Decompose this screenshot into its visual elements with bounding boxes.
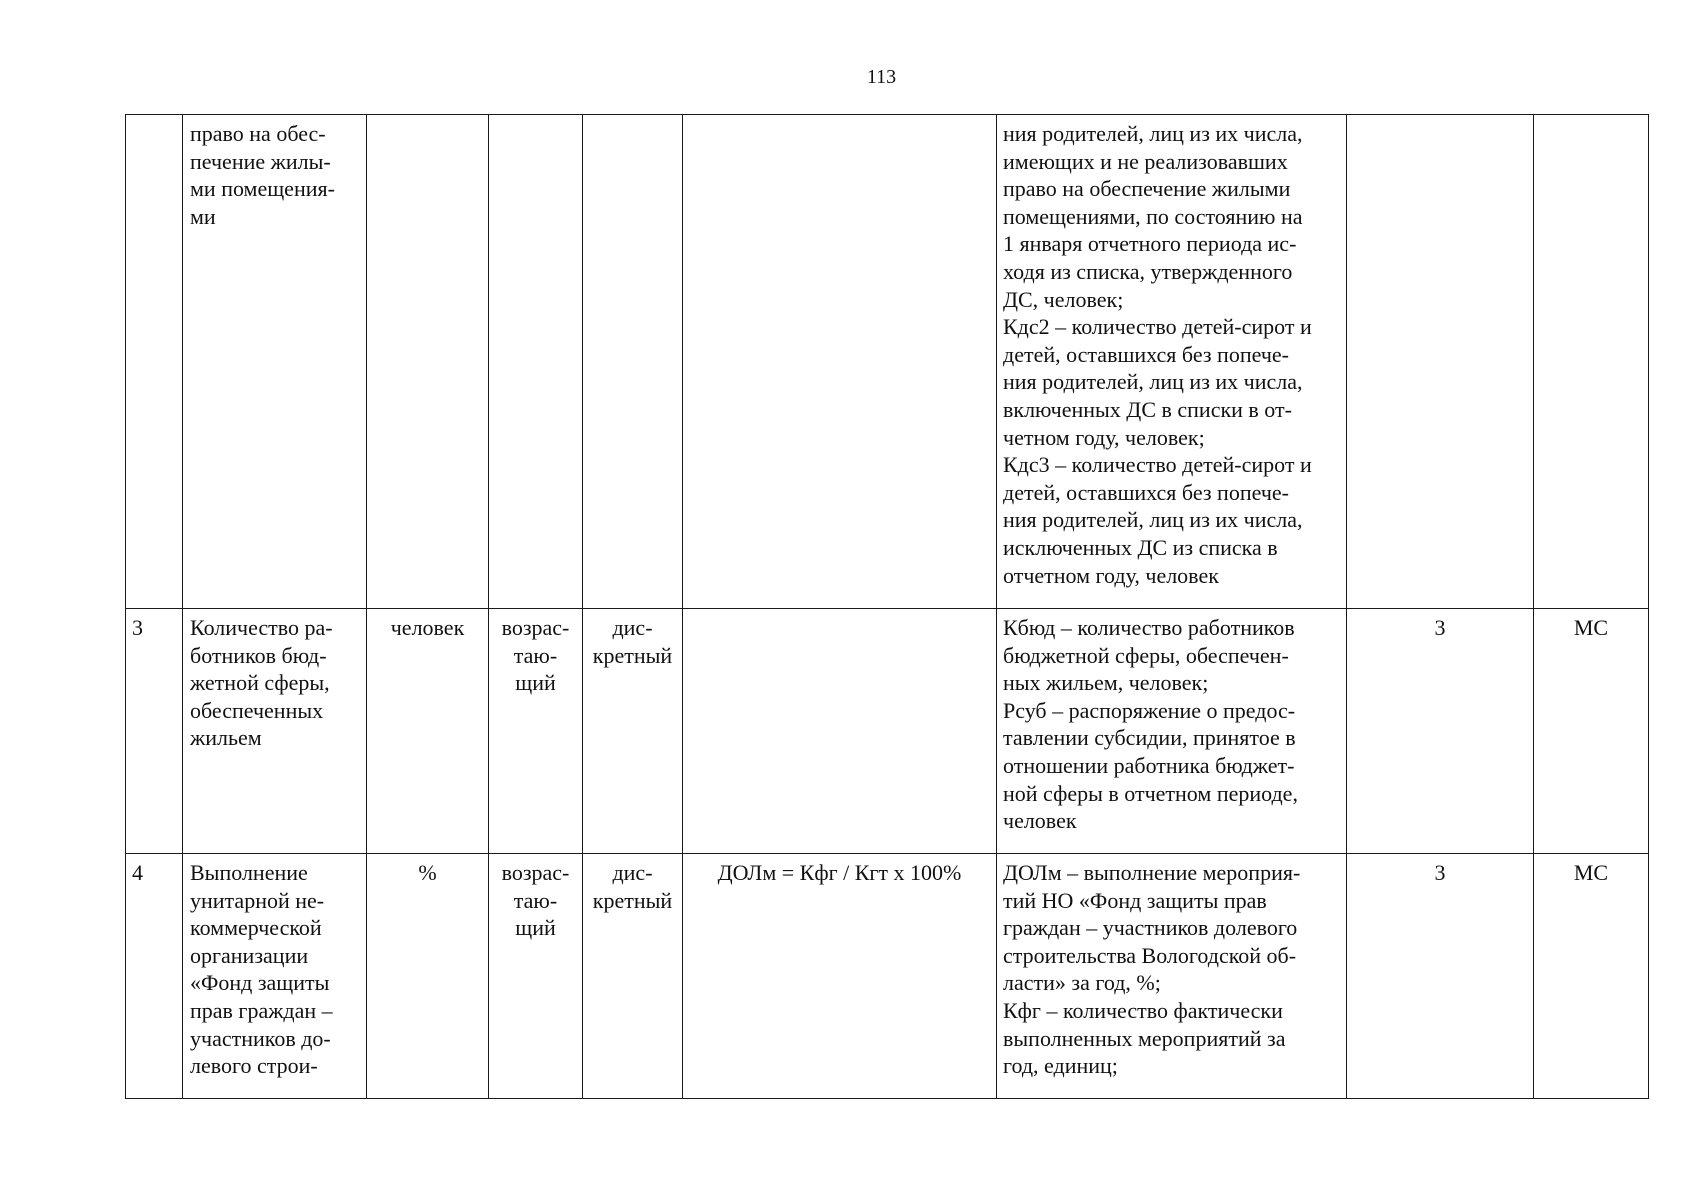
description-cell: ДОЛм – выполнение мероприя- тий НО «Фонд защиты прав граждан – участников долевого строительства Вологодской об- ласти» за год, %; Кфг – количество фактически выполненных мероприятий за год, единиц; — [997, 854, 1347, 1099]
description-cell: Кбюд – количество работников бюджетной сферы, обеспечен- ных жильем, человек; Рсуб – распоряжение о предос- тавлении субсидии, принятое в отношении работника бюджет- ной сферы в отчетном периоде, человек — [997, 609, 1347, 854]
type-cell: дис- кретный — [583, 609, 683, 854]
dynamics-cell — [489, 115, 583, 609]
formula-cell — [683, 115, 997, 609]
formula-cell — [683, 609, 997, 854]
indicator-name-cell: право на обес- печение жилы- ми помещения- ми — [183, 115, 367, 609]
page-number: 113 — [866, 66, 897, 88]
table-row — [126, 854, 1649, 1099]
source-cell — [1534, 115, 1649, 609]
type-cell: дис- кретный — [583, 854, 683, 1099]
formula-cell: ДОЛм = Кфг / Кгт х 100% — [683, 854, 997, 1099]
indicator-name-cell: Количество ра- ботников бюд- жетной сферы, обеспеченных жильем — [183, 609, 367, 854]
source-cell: МС — [1534, 609, 1649, 854]
unit-cell: человек — [367, 609, 489, 854]
value-cell: 3 — [1347, 609, 1534, 854]
indicator-name-cell: Выполнение унитарной не- коммерческой организации «Фонд защиты прав граждан – участников до- левого строи- — [183, 854, 367, 1099]
type-cell — [583, 115, 683, 609]
row-number-cell: 4 — [126, 854, 183, 1099]
dynamics-cell: возрас- таю- щий — [489, 609, 583, 854]
dynamics-cell: возрас- таю- щий — [489, 854, 583, 1099]
row-number-cell — [126, 115, 183, 609]
indicator-table — [125, 114, 1649, 1099]
table-row — [126, 609, 1649, 854]
unit-cell: % — [367, 854, 489, 1099]
unit-cell — [367, 115, 489, 609]
source-cell: МС — [1534, 854, 1649, 1099]
value-cell: 3 — [1347, 854, 1534, 1099]
table-row — [126, 115, 1649, 609]
row-number-cell: 3 — [126, 609, 183, 854]
description-cell: ния родителей, лиц из их числа, имеющих и не реализовавших право на обеспечение жилыми помещениями, по состоянию на 1 января отчетного периода ис- ходя из списка, утвержденного ДС, человек; Кдс2 – количество детей-сирот и детей, оставшихся без попече- ния родителей, лиц из их числа, включенных ДС в списки в от- четном году, человек; Кдс3 – количество детей-сирот и детей, оставшихся без попече- ния родителей, лиц из их числа, исключенных ДС из списка в отчетном году, человек — [997, 115, 1347, 609]
value-cell — [1347, 115, 1534, 609]
